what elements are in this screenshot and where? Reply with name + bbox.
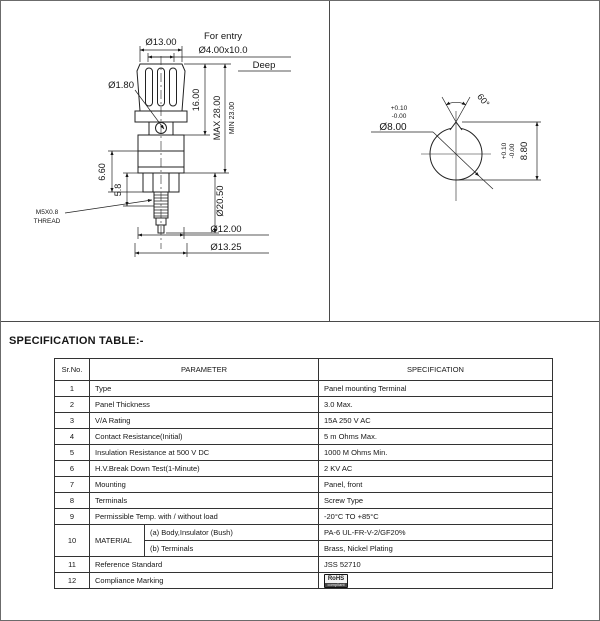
rohs-compliance-mark (324, 574, 348, 588)
row-spec: -20°C TO +85°C (319, 509, 553, 525)
table-row (55, 397, 553, 413)
row-spec: Panel mounting Terminal (319, 381, 553, 397)
dim-top-diameter: Ø13.00 (145, 37, 177, 48)
table-row (55, 557, 553, 573)
spec-section (1, 322, 599, 589)
specification-table (54, 358, 553, 589)
drawing-area (1, 1, 599, 322)
row-spec: 1000 M Ohms Min. (319, 445, 553, 461)
dim-lower-length: Ø20.50 (215, 185, 226, 217)
row-no: 11 (55, 557, 90, 573)
dim-bush-height: 6.60 (97, 163, 107, 181)
row-parameter: V/A Rating (90, 413, 319, 429)
row-no: 4 (55, 429, 90, 445)
row-no: 9 (55, 509, 90, 525)
row-no: 7 (55, 477, 90, 493)
row-spec: 15A 250 V AC (319, 413, 553, 429)
row-spec: 3.0 Max. (319, 397, 553, 413)
dim-nut-height: 5.8 (113, 183, 123, 197)
thread-label-line2: THREAD (33, 218, 61, 225)
row-no: 10 (55, 525, 90, 557)
table-row (55, 509, 553, 525)
table-row-compliance (55, 573, 553, 589)
entry-note-line2: Ø4.00x10.0 (198, 45, 248, 56)
table-row (55, 493, 553, 509)
row-subparameter-b: (b) Terminals (145, 541, 319, 557)
table-header-row (55, 359, 553, 381)
row-parameter: Panel Thickness (90, 397, 319, 413)
row-spec: PA-6 UL-FR-V-2/GF20% (319, 525, 553, 541)
row-parameter: H.V.Break Down Test(1-Minute) (90, 461, 319, 477)
panel-cutout-view-drawing (331, 1, 600, 321)
row-no: 8 (55, 493, 90, 509)
table-row (55, 413, 553, 429)
row-parameter: Reference Standard (90, 557, 319, 573)
entry-note-line3: Deep (252, 60, 276, 71)
dim-max-height: MAX 28.00 (212, 95, 222, 141)
row-subparameter-a: (a) Body,Insulator (Bush) (145, 525, 319, 541)
spec-table-heading: SPECIFICATION TABLE:- (9, 335, 144, 347)
row-no: 2 (55, 397, 90, 413)
row-parameter: Compliance Marking (90, 573, 319, 589)
row-parameter: Permissible Temp. with / without load (90, 509, 319, 525)
height-tolerance-plus: +0.10 (501, 142, 508, 160)
terminal-front-view-drawing (1, 1, 330, 321)
row-parameter: Mounting (90, 477, 319, 493)
row-parameter: Terminals (90, 493, 319, 509)
rohs-label: RoHS (327, 575, 345, 582)
row-no: 6 (55, 461, 90, 477)
dim-min-height: MIN 23.00 (229, 101, 236, 135)
row-spec-compliance (319, 573, 553, 589)
height-tolerance-minus: -0.00 (509, 143, 516, 159)
row-spec: Panel, front (319, 477, 553, 493)
notch-angle: 60° (475, 91, 492, 109)
header-specification: SPECIFICATION (319, 359, 553, 381)
table-row (55, 477, 553, 493)
table-row (55, 381, 553, 397)
table-row (55, 429, 553, 445)
row-spec: Brass, Nickel Plating (319, 541, 553, 557)
row-parameter: Insulation Resistance at 500 V DC (90, 445, 319, 461)
header-srno: Sr.No. (55, 359, 90, 381)
rohs-compliant-text: compliant (325, 583, 347, 587)
cutout-height: 8.80 (519, 141, 530, 161)
thread-label-line1: M5X0.8 (35, 209, 59, 216)
row-no: 3 (55, 413, 90, 429)
row-no: 12 (55, 573, 90, 589)
dim-knob-height: 16.00 (191, 88, 201, 112)
row-parameter: Contact Resistance(Initial) (90, 429, 319, 445)
dim-flange-diameter: Ø13.25 (210, 242, 242, 253)
table-row (55, 461, 553, 477)
entry-note-line1: For entry (203, 31, 243, 42)
dim-cross-hole: Ø1.80 (108, 80, 134, 91)
row-no: 1 (55, 381, 90, 397)
hole-tolerance-minus: -0.00 (391, 113, 407, 120)
row-spec: 5 m Ohms Max. (319, 429, 553, 445)
row-spec: 2 KV AC (319, 461, 553, 477)
row-no: 5 (55, 445, 90, 461)
drawing-divider (329, 1, 330, 321)
header-parameter: PARAMETER (90, 359, 319, 381)
dim-bush-diameter: Ø12.00 (210, 224, 242, 235)
row-parameter: Type (90, 381, 319, 397)
cutout-outline (421, 111, 491, 201)
hole-tolerance-plus: +0.10 (390, 105, 408, 112)
table-row-material-a (55, 525, 553, 541)
row-spec: JSS 52710 (319, 557, 553, 573)
hole-diameter: Ø8.00 (379, 122, 407, 133)
row-parameter-material: MATERIAL (90, 525, 145, 557)
table-row (55, 445, 553, 461)
row-spec: Screw Type (319, 493, 553, 509)
